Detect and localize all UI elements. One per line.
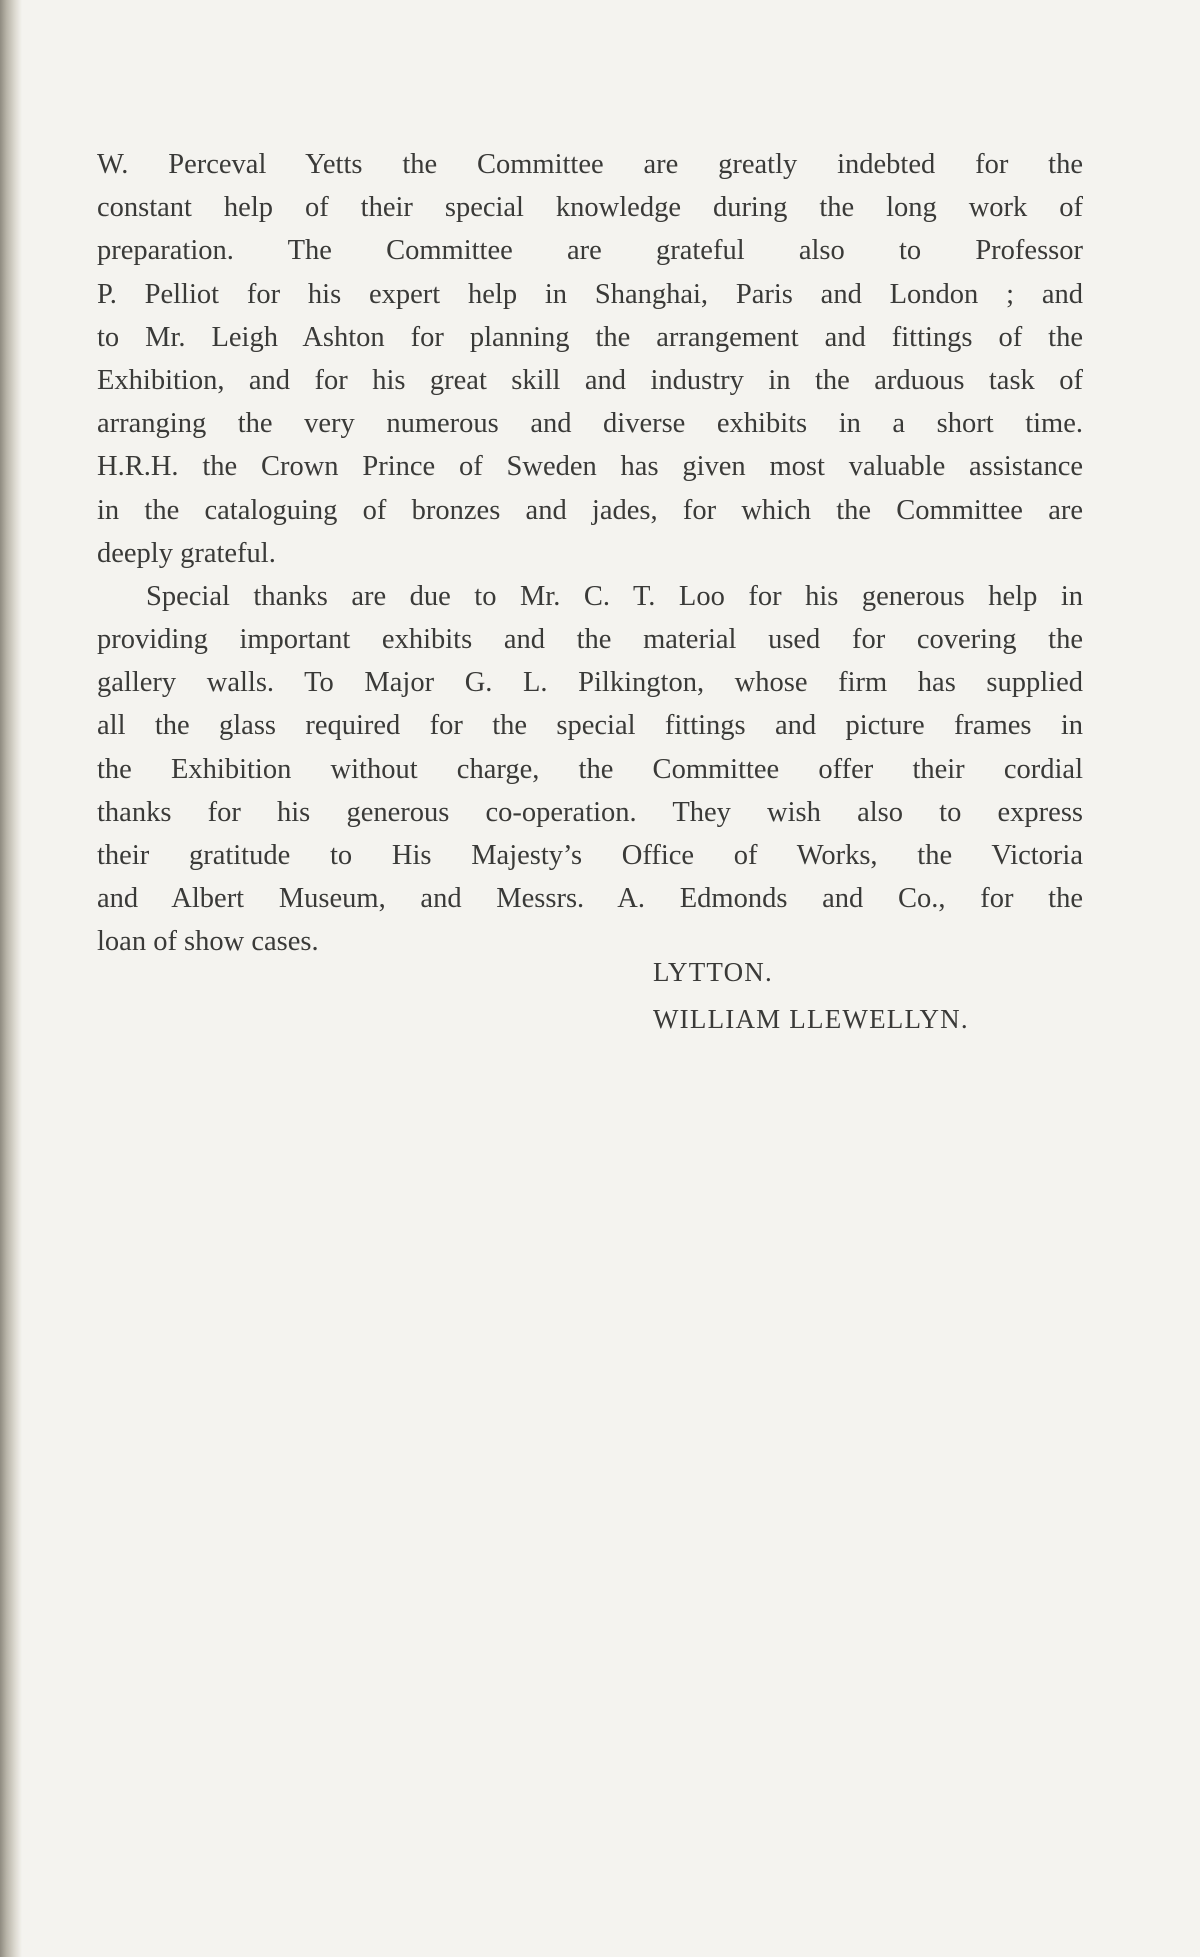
text-line: in the cataloguing of bronzes and jades, for which the Committee are <box>97 494 1083 526</box>
text-line: thanks for his generous co-operation. They wish also to express <box>97 796 1083 828</box>
text-line: Special thanks are due to Mr. C. T. Loo for his generous help in <box>146 580 1083 612</box>
body-text <box>97 143 1083 964</box>
signatory-llewellyn: WILLIAM LLEWELLYN. <box>653 1004 969 1034</box>
text-line: their gratitude to His Majesty’s Office of Works, the Victoria <box>97 840 1083 871</box>
text-line: and Albert Museum, and Messrs. A. Edmonds and Co., for the <box>97 883 1083 915</box>
text-line: constant help of their special knowledge during the long work of <box>97 192 1083 224</box>
text-line: the Exhibition without charge, the Committee offer their cordial <box>97 753 1083 785</box>
text-line: preparation. The Committee are grateful also to Professor <box>97 235 1083 267</box>
text-line: loan of show cases. <box>97 926 319 958</box>
text-line: gallery walls. To Major G. L. Pilkington, whose firm has supplied <box>97 667 1083 699</box>
text-line: all the glass required for the special fittings and picture frames in <box>97 710 1083 742</box>
text-line: deeply grateful. <box>97 537 276 569</box>
text-line: Exhibition, and for his great skill and industry in the arduous task of <box>97 364 1083 396</box>
text-line: P. Pelliot for his expert help in Shanghai, Paris and London ; and <box>97 278 1083 310</box>
paragraph-2 <box>97 575 1083 964</box>
text-line: W. Perceval Yetts the Committee are greatly indebted for the <box>97 149 1083 180</box>
page-binding-edge <box>0 0 22 1957</box>
text-line: to Mr. Leigh Ashton for planning the arrangement and fittings of the <box>97 321 1083 353</box>
text-line: providing important exhibits and the material used for covering the <box>97 624 1083 656</box>
signatory-lytton: LYTTON. <box>653 957 773 987</box>
paragraph-1 <box>97 143 1083 575</box>
text-line: H.R.H. the Crown Prince of Sweden has given most valuable assistance <box>97 451 1083 483</box>
text-line: arranging the very numerous and diverse exhibits in a short time. <box>97 408 1083 440</box>
